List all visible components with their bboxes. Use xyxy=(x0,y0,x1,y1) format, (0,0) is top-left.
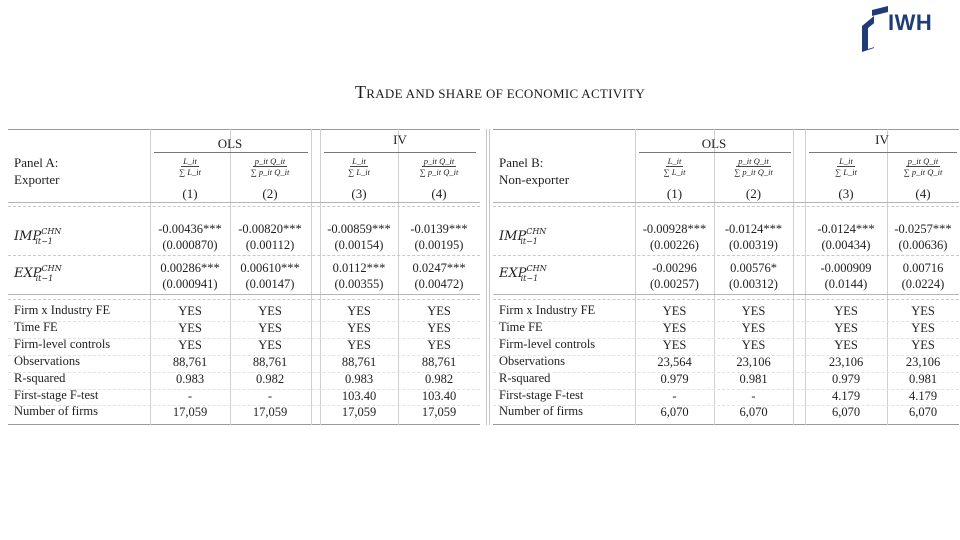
panel-b-frac-1: $\frac{L\_it}{\sum L\_it}$ xyxy=(663,156,686,177)
panel-b-row-cell: YES xyxy=(834,320,858,335)
iwh-logo xyxy=(858,4,958,54)
panel-a-row-cell: 17,059 xyxy=(252,405,288,420)
panel-b-colnum-1: (1) xyxy=(666,186,683,201)
panel-a-row-cell: YES xyxy=(258,337,282,352)
panel-a-row-cell: 103.40 xyxy=(341,388,377,403)
panel-a-row-label: First-stage F-test xyxy=(14,387,99,402)
panel-b-exp-2: 0.00576* (0.00312) xyxy=(729,261,778,291)
panel-b-exp-4: 0.00716 (0.0224) xyxy=(901,261,945,291)
panel-a-label-line1: Panel A: xyxy=(14,155,59,170)
panel-a-row-cell: 0.983 xyxy=(175,371,205,386)
panel-a-row-cell: 0.982 xyxy=(255,371,285,386)
panel-a-row-label: Firm-level controls xyxy=(14,336,111,351)
panel-b-row-label: First-stage F-test xyxy=(499,387,584,402)
panel-a-row-cell: YES xyxy=(427,337,451,352)
panel-a-ols-header: OLS xyxy=(217,136,243,151)
panel-b-row-label: Time FE xyxy=(499,319,543,334)
panel-a-imp-var: $IMP^{CHN}_{it-1}$ xyxy=(14,227,62,246)
panel-a-exp-var: $EXP^{CHN}_{it-1}$ xyxy=(14,264,62,283)
panel-a-row-label: Number of firms xyxy=(14,404,99,419)
panel-b-row-cell: 0.979 xyxy=(831,371,861,386)
panel-b-row-cell: YES xyxy=(741,320,766,335)
panel-b-row-cell: 6,070 xyxy=(908,405,938,420)
panel-a-colnum-1: (1) xyxy=(182,186,198,201)
panel-a-colnum-2: (2) xyxy=(262,186,278,201)
logo-text: IWH xyxy=(888,10,933,35)
panel-a-row-cell: YES xyxy=(427,304,451,318)
panel-b-row-cell: YES xyxy=(911,337,935,352)
panel-a-frac-4: $\frac{\text{p\_it Q\_it}}{\text{∑ p\_it Q\_it}}$ xyxy=(419,156,459,177)
panel-b-row-cell: 23,106 xyxy=(828,354,864,369)
panel-a-row-cell: - xyxy=(267,388,273,403)
panel-b-exp-3: -0.000909 (0.0144) xyxy=(820,261,872,291)
panel-b-frac-4: $\frac{\text{p\_it Q\_it}}{\text{∑ p\_it Q\_it}}$ xyxy=(903,156,943,177)
panel-b-row-label: Number of firms xyxy=(499,404,584,419)
panel-a-row-cell: YES xyxy=(258,304,282,318)
panel-a-iv-header: IV xyxy=(393,132,407,147)
panel-b-row-label: Firm x Industry FE xyxy=(499,303,596,317)
panel-separator-left xyxy=(486,129,487,425)
panel-a-row-cell: YES xyxy=(347,337,371,352)
panel-a-frac-3: $\frac{L\_it}{\sum L\_it}$ xyxy=(348,156,370,177)
panel-a-row-cell: 0.982 xyxy=(424,371,454,386)
panel-b-row-cell: 0.981 xyxy=(739,371,768,386)
panel-b-frac-2: $\frac{\text{p\_it Q\_it}}{\text{∑ p\_it Q\_it}}$ xyxy=(734,156,773,177)
panel-a-row-cell: 88,761 xyxy=(172,354,208,369)
panel-a-frac-2: $\frac{\text{p\_it Q\_it}}{\text{∑ p\_it Q\_it}}$ xyxy=(250,156,290,177)
panel-b-exp-1: -0.00296 (0.00257) xyxy=(650,261,699,291)
panel-b-row-cell: 4.179 xyxy=(831,388,861,403)
panel-a-table xyxy=(8,129,480,425)
panel-b-row-cell: YES xyxy=(911,320,935,335)
panel-a-row-cell: YES xyxy=(178,337,202,352)
panel-b-table xyxy=(493,129,959,425)
panel-b-colnum-4: (4) xyxy=(915,186,931,201)
panel-b-row-cell: 4.179 xyxy=(908,388,938,403)
panel-a-row-cell: 88,761 xyxy=(252,354,288,369)
panel-b-row-cell: YES xyxy=(834,304,858,318)
panel-b-row-cell: - xyxy=(751,388,756,403)
panel-b-imp-1: -0.00928*** (0.00226) xyxy=(642,222,707,252)
panel-a-row-label: Observations xyxy=(14,353,80,368)
panel-a-exp-2: 0.00610*** (0.00147) xyxy=(240,261,300,291)
panel-b-exp-var: $EXP^{CHN}_{it-1}$ xyxy=(499,264,547,283)
panel-a-label xyxy=(14,154,59,188)
title-rest: RADE AND SHARE OF ECONOMIC ACTIVITY xyxy=(366,86,646,101)
panel-a-imp-4: -0.0139*** (0.00195) xyxy=(410,222,468,252)
panel-a-colnum-4: (4) xyxy=(431,186,447,201)
panel-b-imp-2: -0.0124*** (0.00319) xyxy=(724,222,783,252)
page-title xyxy=(0,82,960,103)
panel-b-label-line2: Non-exporter xyxy=(499,172,570,187)
panel-a-row-cell: 17,059 xyxy=(172,405,208,420)
panel-separator-right xyxy=(489,129,490,425)
panel-b-row-cell: 6,070 xyxy=(831,405,861,420)
panel-a-row-cell: YES xyxy=(427,320,451,335)
panel-b-label-line1: Panel B: xyxy=(499,155,544,170)
panel-b-row-label: R-squared xyxy=(499,370,551,385)
panel-b-row-cell: 23,106 xyxy=(905,354,941,369)
title-initial: T xyxy=(354,82,367,102)
panel-a-imp-2: -0.00820*** (0.00112) xyxy=(238,222,302,252)
panel-a-imp-3: -0.00859*** (0.00154) xyxy=(327,222,391,252)
panel-b-row-cell: YES xyxy=(662,320,687,335)
panel-a-row-cell: 17,059 xyxy=(341,405,377,420)
panel-b-frac-3: $\frac{L\_it}{\sum L\_it}$ xyxy=(835,156,857,177)
panel-a-row-cell: YES xyxy=(258,320,282,335)
panel-b-row-cell: 23,106 xyxy=(736,354,771,369)
panel-b-imp-var: $IMP^{CHN}_{it-1}$ xyxy=(499,227,547,246)
panel-b-row-cell: YES xyxy=(662,304,687,318)
panel-b-iv-header: IV xyxy=(875,132,889,147)
panel-b-row-cell: 0.981 xyxy=(908,371,938,386)
panel-b-row-cell: YES xyxy=(662,337,687,352)
panel-a-row-cell: 88,761 xyxy=(341,354,377,369)
panel-b-row-cell: YES xyxy=(741,304,766,318)
panel-b-ols-header: OLS xyxy=(701,136,727,151)
panel-b-row-cell: 0.979 xyxy=(660,371,689,386)
panel-a-exp-1: 0.00286*** (0.000941) xyxy=(160,261,220,291)
panel-a-row-cell: - xyxy=(187,388,193,403)
panel-b-row-label: Observations xyxy=(499,353,565,368)
panel-a-row-cell: YES xyxy=(347,320,371,335)
panel-b-imp-4: -0.0257*** (0.00636) xyxy=(894,222,952,252)
panel-a-row-cell: YES xyxy=(347,304,371,318)
panel-a-row-label: R-squared xyxy=(14,370,66,385)
panel-a-row-cell: YES xyxy=(178,320,202,335)
panel-a-row-cell: 0.983 xyxy=(344,371,374,386)
panel-a-row-cell: 17,059 xyxy=(421,405,457,420)
panel-b-row-cell: YES xyxy=(834,337,858,352)
panel-b-row-cell: 6,070 xyxy=(660,405,689,420)
panel-b-colnum-2: (2) xyxy=(745,186,762,201)
panel-a-row-cell: YES xyxy=(178,304,202,318)
panel-b-row-cell: YES xyxy=(741,337,766,352)
panel-b-row-cell: 6,070 xyxy=(739,405,768,420)
panel-a-exp-3: 0.0112*** (0.00355) xyxy=(332,261,386,291)
panel-b-label xyxy=(499,154,569,188)
panel-b-row-label: Firm-level controls xyxy=(499,336,596,351)
panel-a-label-line2: Exporter xyxy=(14,172,60,187)
panel-a-frac-1: $\frac{L\_it}{\sum L\_it}$ xyxy=(179,156,201,177)
panel-b-row-cell: 23,564 xyxy=(657,354,692,369)
panel-a-row-label: Firm x Industry FE xyxy=(14,303,111,317)
panel-a-imp-1: -0.00436*** (0.000870) xyxy=(158,222,222,252)
panel-b-row-cell: - xyxy=(672,388,677,403)
panel-b-row-cell: YES xyxy=(911,304,935,318)
panel-a-row-cell: 88,761 xyxy=(421,354,457,369)
panel-a-exp-4: 0.0247*** (0.00472) xyxy=(412,261,466,291)
panel-a-colnum-3: (3) xyxy=(351,186,367,201)
panel-a-row-label: Time FE xyxy=(14,319,58,334)
panel-b-colnum-3: (3) xyxy=(838,186,854,201)
panel-a-row-cell: 103.40 xyxy=(421,388,457,403)
panel-b-imp-3: -0.0124*** (0.00434) xyxy=(817,222,875,252)
